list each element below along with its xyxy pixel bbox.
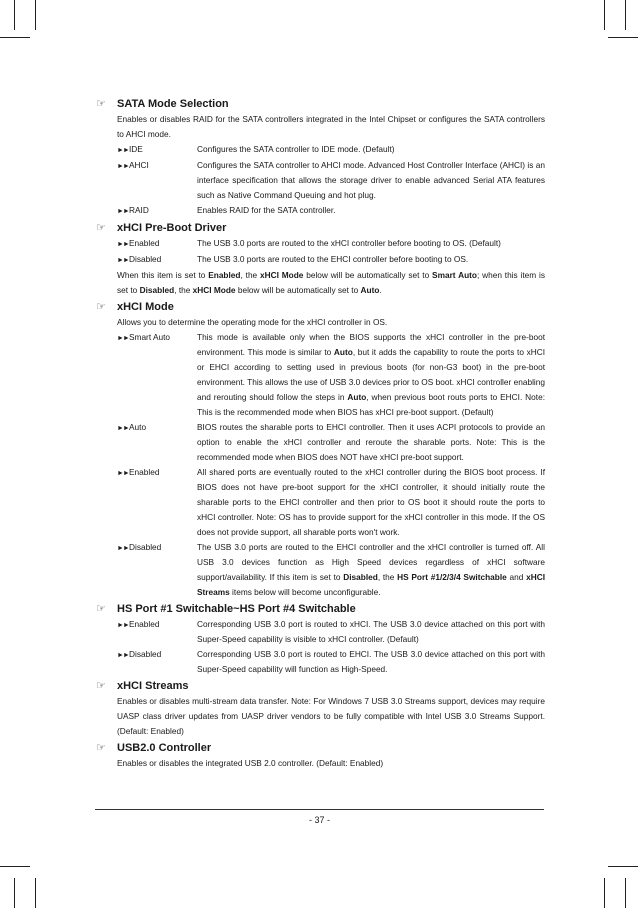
option-name: Enabled [129, 467, 160, 477]
option-description: Configures the SATA controller to AHCI mode. Advanced Host Controller Interface (AHCI) is an interface specification that allows the storage driver to enable advanced Serial ATA features such as Native Command Queuing and hot plug. [197, 160, 545, 200]
heading-text: xHCI Mode [117, 301, 174, 313]
option-row [117, 236, 545, 252]
section-heading [95, 741, 545, 755]
option-row [117, 465, 545, 540]
option-name: Disabled [129, 542, 162, 552]
section-heading [95, 97, 545, 111]
section-heading [95, 300, 545, 314]
crop-mark [0, 37, 30, 38]
heading-text: USB2.0 Controller [117, 742, 212, 754]
double-arrow-icon: ►► [117, 257, 129, 264]
double-arrow-icon: ►► [117, 652, 129, 659]
option-description: This mode is available only when the BIOS supports the xHCI controller in the pre-boot environment. This mode is similar to Auto, but it adds the capability to route the ports to xHCI or EHCI according to setting used in previous boots (for non-G3 boot) in the pre-boot environment. This allows the use of USB 3.0 devices prior to OS boot. xHCI controller enabling and rerouting should follow the steps in Auto, when previous boot routs ports to EHCI. Note: This is the recommended mode when BIOS has xHCI pre-boot support. (Default) [197, 332, 546, 417]
crop-mark [14, 0, 15, 30]
section-heading [95, 221, 545, 235]
pointing-hand-icon: ☞ [96, 301, 106, 313]
footer-rule [95, 809, 544, 810]
crop-mark [625, 878, 626, 908]
double-arrow-icon: ►► [117, 241, 129, 248]
option-description: Configures the SATA controller to IDE mode. (Default) [197, 144, 395, 154]
double-arrow-icon: ►► [117, 425, 129, 432]
description: Enables or disables the integrated USB 2.0 controller. (Default: Enabled) [117, 758, 384, 768]
crop-mark [14, 878, 15, 908]
option-name: Smart Auto [129, 332, 171, 342]
pointing-hand-icon: ☞ [96, 603, 106, 615]
option-row [117, 252, 545, 268]
crop-mark [608, 866, 638, 867]
crop-mark [35, 0, 36, 30]
crop-mark [604, 0, 605, 30]
option-row [117, 540, 545, 600]
section-xhci-streams [95, 679, 545, 739]
section-usb2-controller [95, 741, 545, 771]
option-name: RAID [129, 205, 149, 215]
option-description: All shared ports are eventually routed to the xHCI controller during the BIOS boot process. If BIOS does not have pre-boot support for the xHCI controller, it should initially route the sharable ports to the EHCI controller and then prior to OS boot it should route the ports to xHCI controller. Note: OS has to provide support for the xHCI controller in this mode. If the OS does not provide support, all sharable ports won't work. [197, 467, 545, 537]
double-arrow-icon: ►► [117, 335, 129, 342]
option-name: Auto [129, 422, 147, 432]
crop-mark [35, 878, 36, 908]
option-name: AHCI [129, 160, 149, 170]
crop-mark [0, 866, 30, 867]
heading-text: HS Port #1 Switchable~HS Port #4 Switchable [117, 603, 356, 615]
double-arrow-icon: ►► [117, 622, 129, 629]
crop-mark [608, 37, 638, 38]
section-sata-mode [95, 97, 545, 219]
heading-text: SATA Mode Selection [117, 98, 229, 110]
option-description: Enables RAID for the SATA controller. [197, 205, 336, 215]
double-arrow-icon: ►► [117, 208, 129, 215]
option-description: The USB 3.0 ports are routed to the EHCI controller before booting to OS. [197, 254, 469, 264]
option-description: Corresponding USB 3.0 port is routed to EHCI. The USB 3.0 device attached on this port with Super-Speed capability will function as High-Speed. [197, 649, 545, 674]
option-description: The USB 3.0 ports are routed to the xHCI controller before booting to OS. (Default) [197, 238, 501, 248]
page-content [95, 95, 545, 771]
description: Allows you to determine the operating mode for the xHCI controller in OS. [117, 317, 388, 327]
heading-text: xHCI Streams [117, 680, 189, 692]
option-description: The USB 3.0 ports are routed to the EHCI controller and the xHCI controller is turned off. All USB 3.0 devices function as High Speed devices regardless of xHCI software support/availability. If this item is set to Disabled, the HS Port #1/2/3/4 Switchable and xHCI Streams items below will become unconfigurable. [197, 542, 545, 597]
section-heading [95, 679, 545, 693]
option-row [117, 142, 545, 158]
section-heading [95, 602, 545, 616]
description: Enables or disables RAID for the SATA controllers integrated in the Intel Chipset or configures the SATA controllers to AHCI mode. [117, 114, 545, 139]
double-arrow-icon: ►► [117, 147, 129, 154]
double-arrow-icon: ►► [117, 163, 129, 170]
crop-mark [604, 878, 605, 908]
option-row [117, 158, 545, 203]
option-name: Disabled [129, 649, 162, 659]
option-name: Enabled [129, 238, 160, 248]
pointing-hand-icon: ☞ [96, 98, 106, 110]
option-row [117, 617, 545, 647]
option-row [117, 647, 545, 677]
option-name: Enabled [129, 619, 160, 629]
note-paragraph: When this item is set to Enabled, the xHCI Mode below will be automatically set to Smart Auto; when this item is set to Disabled, the xHCI Mode below will be automatically set to Auto. [117, 270, 546, 295]
double-arrow-icon: ►► [117, 545, 129, 552]
double-arrow-icon: ►► [117, 470, 129, 477]
heading-text: xHCI Pre-Boot Driver [117, 222, 227, 234]
option-row [117, 420, 545, 465]
description: Enables or disables multi-stream data transfer. Note: For Windows 7 USB 3.0 Streams support, devices may require UASP class driver updates from UASP driver vendors to be fully compatible with Intel USB 3.0 Streams Support. (Default: Enabled) [117, 696, 545, 736]
pointing-hand-icon: ☞ [96, 742, 106, 754]
option-name: Disabled [129, 254, 162, 264]
option-row [117, 330, 545, 420]
pointing-hand-icon: ☞ [96, 680, 106, 692]
option-row [117, 203, 545, 219]
pointing-hand-icon: ☞ [96, 222, 106, 234]
crop-mark [625, 0, 626, 30]
option-description: Corresponding USB 3.0 port is routed to xHCI. The USB 3.0 device attached on this port with Super-Speed capability is visible to xHCI controller. (Default) [197, 619, 545, 644]
option-name: IDE [129, 144, 143, 154]
option-description: BIOS routes the sharable ports to EHCI controller. Then it uses ACPI protocols to provide an option to enable the xHCI controller and reroute the sharable ports. Note: This is the recommended mode when BIOS does NOT have xHCI pre-boot support. [197, 422, 545, 462]
section-hs-port-switchable [95, 602, 545, 677]
section-xhci-preboot [95, 221, 545, 298]
section-xhci-mode [95, 300, 545, 600]
page-number: - 37 - [308, 815, 330, 825]
